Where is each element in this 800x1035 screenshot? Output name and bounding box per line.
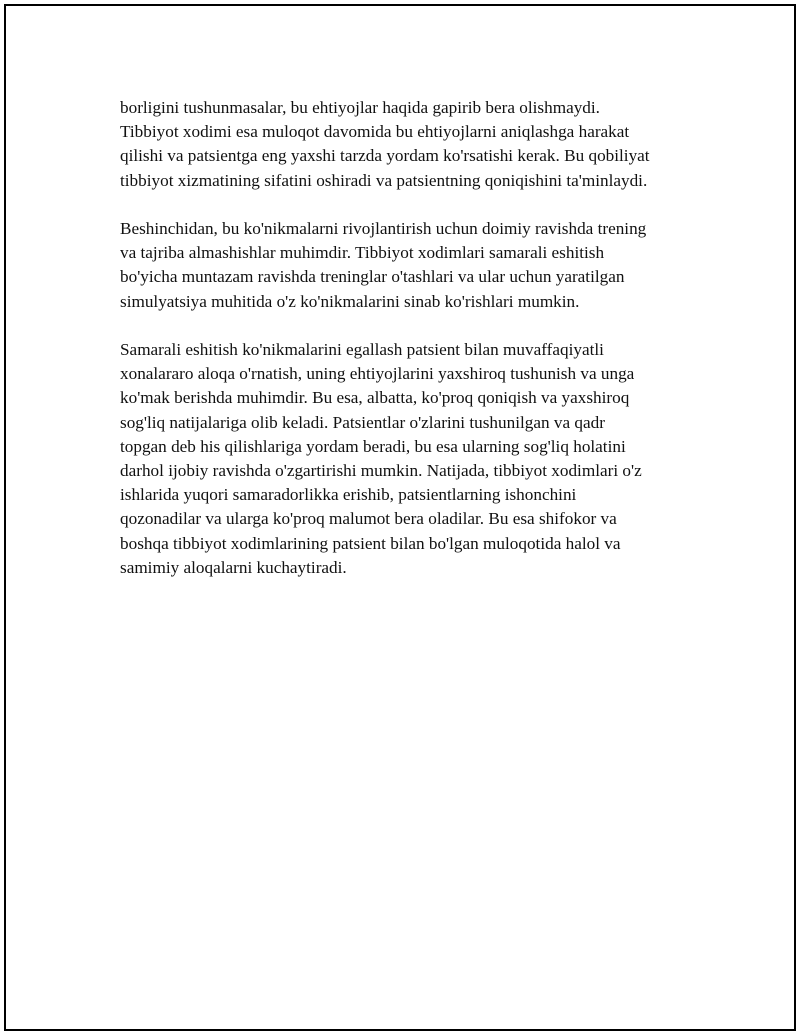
text-line: ko'mak berishda muhimdir. Bu esa, albatta, ko'proq qoniqish va yaxshiroq <box>120 388 630 408</box>
text-line: topgan deb his qilishlariga yordam beradi, bu esa ularning sog'liq holatini <box>120 436 626 456</box>
text-line: sog'liq natijalariga olib keladi. Patsientlar o'zlarini tushunilgan va qadr <box>120 412 605 432</box>
paragraph-2 <box>120 217 710 314</box>
text-line: qozonadilar va ularga ko'proq malumot bera oladilar. Bu esa shifokor va <box>120 509 617 529</box>
paragraph-3 <box>120 338 710 580</box>
text-line: tibbiyot xizmatining sifatini oshiradi va patsientning qoniqishini ta'minlaydi. <box>120 170 648 190</box>
text-line: borligini tushunmasalar, bu ehtiyojlar haqida gapirib bera olishmaydi. <box>120 98 600 117</box>
text-line: Beshinchidan, bu ko'nikmalarni rivojlantirish uchun doimiy ravishda trening <box>120 219 647 238</box>
document-body <box>120 96 710 604</box>
text-line: Tibbiyot xodimi esa muloqot davomida bu ehtiyojlarni aniqlashga harakat <box>120 122 630 142</box>
text-line: bo'yicha muntazam ravishda treninglar o'tashlari va ular uchun yaratilgan <box>120 267 625 287</box>
text-line: qilishi va patsientga eng yaxshi tarzda yordam ko'rsatishi kerak. Bu qobiliyat <box>120 146 650 166</box>
text-line: simulyatsiya muhitida o'z ko'nikmalarini sinab ko'rishlari mumkin. <box>120 291 580 311</box>
text-line: xonalararo aloqa o'rnatish, uning ehtiyojlarini yaxshiroq tushunish va unga <box>120 364 635 384</box>
text-line: samimiy aloqalarni kuchaytiradi. <box>120 557 347 577</box>
text-line: boshqa tibbiyot xodimlarining patsient bilan bo'lgan muloqotida halol va <box>120 533 621 553</box>
text-line: va tajriba almashishlar muhimdir. Tibbiyot xodimlari samarali eshitish <box>120 243 605 263</box>
document-page <box>4 4 796 1031</box>
text-line: ishlarida yuqori samaradorlikka erishib, patsientlarning ishonchini <box>120 485 577 505</box>
text-line: darhol ijobiy ravishda o'zgartirishi mumkin. Natijada, tibbiyot xodimlari o'z <box>120 461 642 481</box>
text-line: Samarali eshitish ko'nikmalarini egallash patsient bilan muvaffaqiyatli <box>120 340 604 359</box>
paragraph-1 <box>120 96 710 193</box>
